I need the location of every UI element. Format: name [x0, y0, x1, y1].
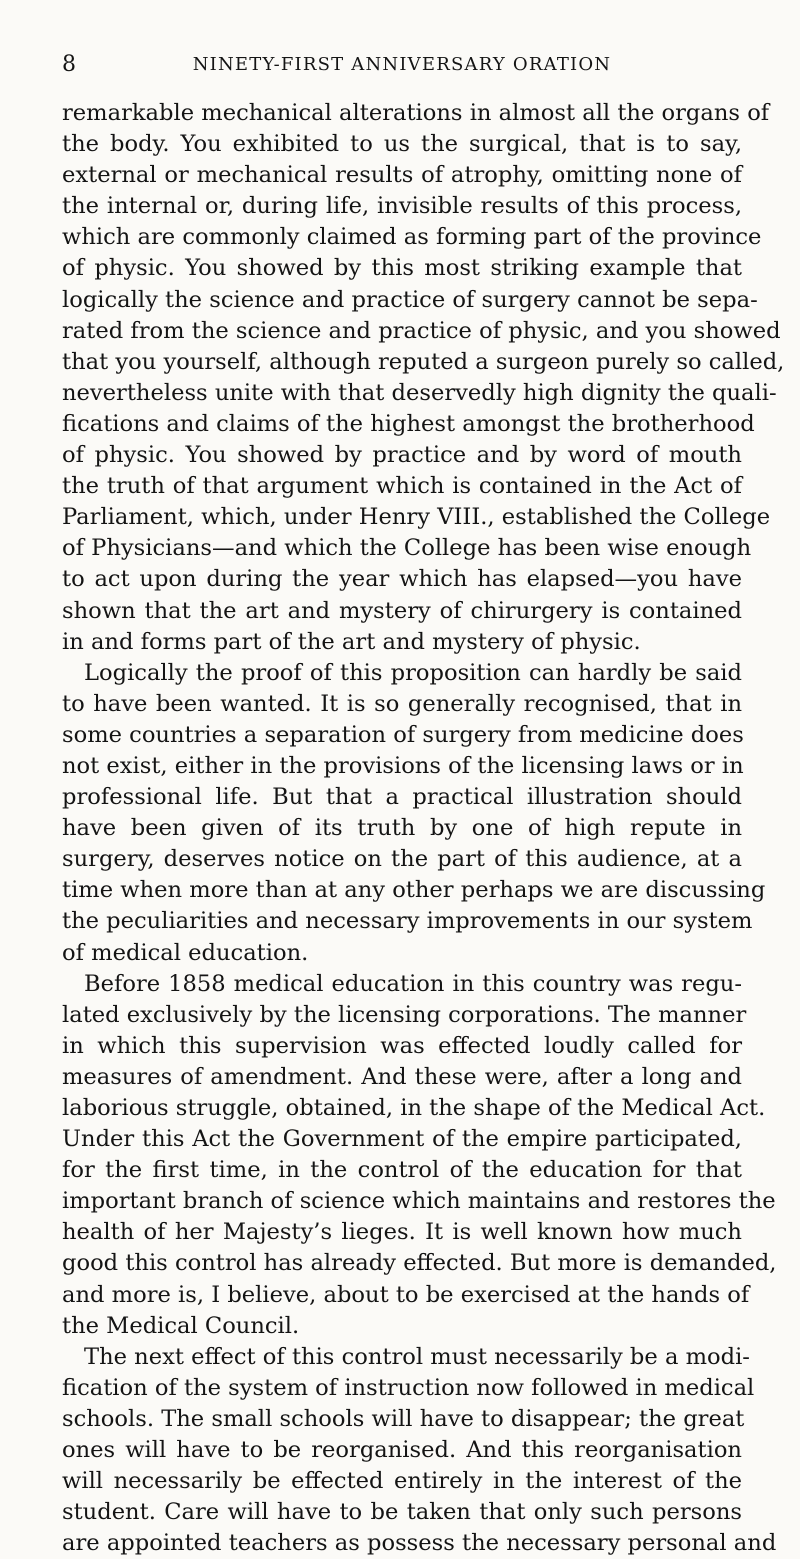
text-line: good this control has already effected. But more is demanded, [62, 1250, 777, 1277]
text-line: external or mechanical results of atrophy, omitting none of [62, 162, 742, 189]
text-line: schools. The small schools will have to disappear; the great [62, 1405, 745, 1432]
text-line: student. Care will have to be taken that only such persons [62, 1499, 742, 1526]
text-line: some countries a separation of surgery from medicine does [62, 721, 744, 748]
text-line: the peculiarities and necessary improvements in our system [62, 908, 753, 935]
text-line: and more is, I believe, about to be exercised at the hands of [62, 1281, 750, 1308]
text-line: will necessarily be effected entirely in the interest of the [62, 1468, 742, 1495]
body-text [62, 98, 785, 1559]
text-line: not exist, either in the provisions of the licensing laws or in [62, 752, 744, 779]
text-line: in and forms part of the art and mystery of physic. [62, 628, 641, 655]
text-line: Before 1858 medical education in this country was regu- [84, 970, 742, 997]
text-line: surgery, deserves notice on the part of this audience, at a [62, 846, 742, 873]
text-line: Parliament, which, under Henry VIII., established the College [62, 504, 771, 531]
text-line: of Physicians—and which the College has been wise enough [62, 535, 752, 562]
text-line: fications and claims of the highest amongst the brotherhood [62, 410, 755, 437]
text-line: have been given of its truth by one of high repute in [62, 815, 742, 842]
text-line: which are commonly claimed as forming part of the province [62, 224, 762, 251]
text-line: that you yourself, although reputed a surgeon purely so called, [62, 348, 785, 375]
text-line: fication of the system of instruction now followed in medical [62, 1374, 755, 1401]
text-line: of medical education. [62, 939, 309, 966]
text-line: important branch of science which maintains and restores the [62, 1188, 776, 1215]
text-line: in which this supervision was effected loudly called for [62, 1032, 742, 1059]
running-title: NINETY-FIRST ANNIVERSARY ORATION [192, 54, 612, 75]
page-header [62, 52, 742, 82]
text-line: the internal or, during life, invisible results of this process, [62, 193, 742, 220]
text-line: logically the science and practice of surgery cannot be sepa- [62, 286, 758, 313]
text-line: shown that the art and mystery of chirurgery is contained [62, 597, 742, 624]
text-line: Logically the proof of this proposition can hardly be said [84, 659, 742, 686]
text-line: to have been wanted. It is so generally recognised, that in [62, 690, 742, 717]
text-line: for the first time, in the control of the education for that [62, 1157, 742, 1184]
text-line: remarkable mechanical alterations in almost all the organs of [62, 100, 770, 126]
text-line: rated from the science and practice of physic, and you showed [62, 317, 781, 344]
text-line: are appointed teachers as possess the necessary personal and [62, 1530, 777, 1557]
text-line: laborious struggle, obtained, in the shape of the Medical Act. [62, 1095, 766, 1121]
page-number: 8 [62, 52, 76, 77]
text-line: ones will have to be reorganised. And this reorganisation [62, 1437, 742, 1464]
text-line: lated exclusively by the licensing corporations. The manner [62, 1001, 747, 1028]
text-line: The next effect of this control must necessarily be a modi- [84, 1343, 750, 1370]
text-line: the truth of that argument which is contained in the Act of [62, 473, 742, 500]
text-line: nevertheless unite with that deservedly high dignity the quali- [62, 379, 777, 406]
text-line: of physic. You showed by practice and by word of mouth [62, 442, 742, 469]
text-line: time when more than at any other perhaps we are discussing [62, 877, 766, 904]
text-line: of physic. You showed by this most striking example that [62, 255, 742, 282]
text-line: health of her Majesty’s lieges. It is well known how much [62, 1219, 742, 1246]
text-line: to act upon during the year which has elapsed—you have [62, 566, 742, 593]
text-line: the Medical Council. [62, 1312, 300, 1339]
text-line: the body. You exhibited to us the surgical, that is to say, [62, 131, 742, 158]
text-line: Under this Act the Government of the empire participated, [62, 1126, 742, 1153]
text-line: professional life. But that a practical illustration should [62, 784, 742, 811]
text-line: measures of amendment. And these were, after a long and [62, 1063, 742, 1090]
